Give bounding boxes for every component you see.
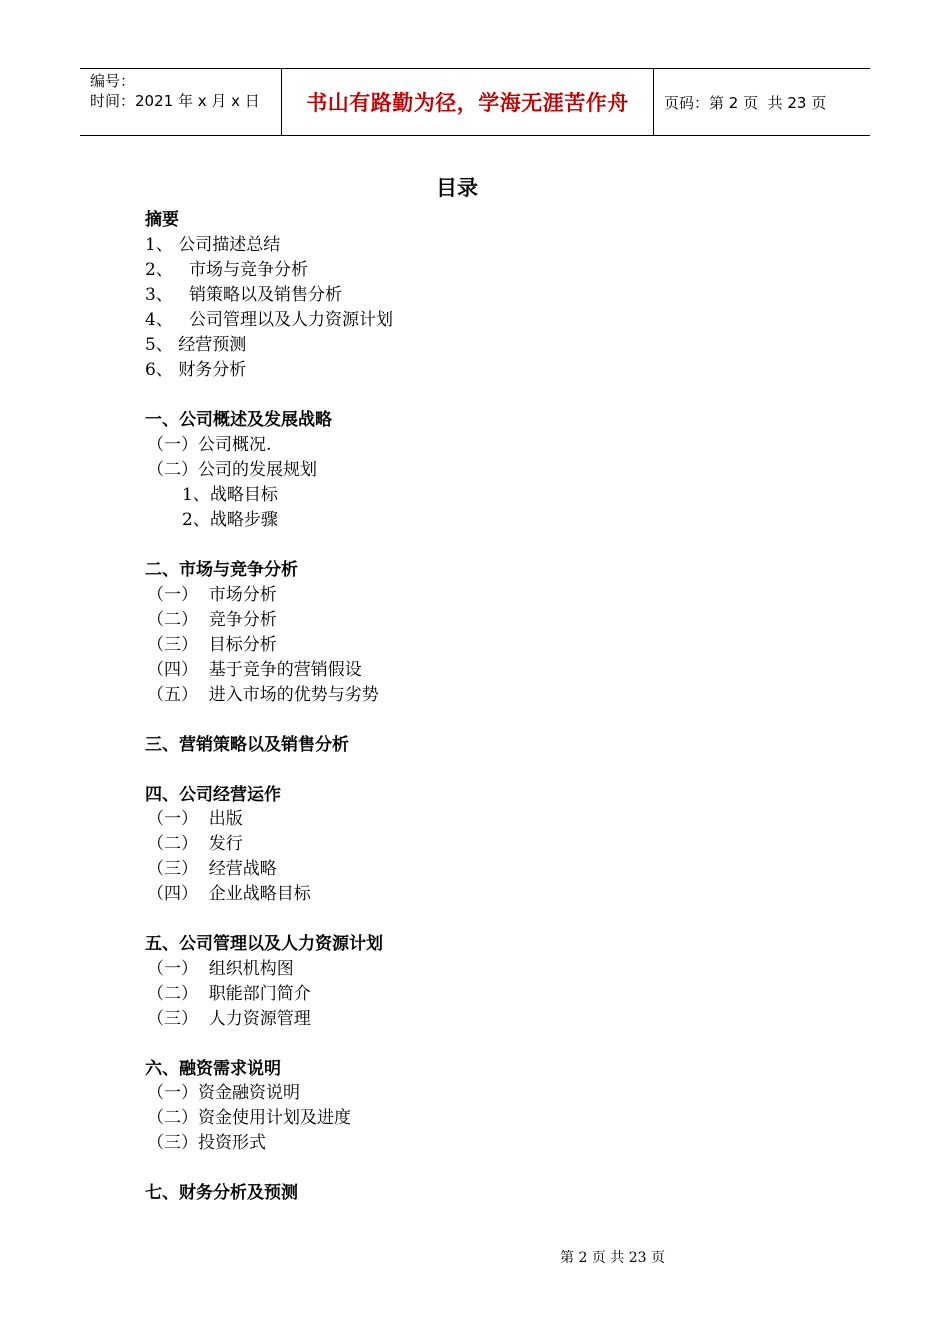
toc-item: 5、 经营预测 — [145, 335, 247, 355]
toc-item: （三） 经营战略 — [147, 859, 277, 879]
section-heading: 六、融资需求说明 — [145, 1059, 281, 1079]
toc-item: 1、 公司描述总结 — [145, 235, 281, 255]
number-label: 编号： — [90, 72, 136, 90]
toc-item: 2、 市场与竞争分析 — [145, 260, 309, 280]
toc-item: （五） 进入市场的优势与劣势 — [147, 685, 379, 705]
toc-item: （一）资金融资说明 — [147, 1083, 300, 1103]
toc-item: （一） 出版 — [147, 809, 243, 829]
toc-item: （二）资金使用计划及进度 — [147, 1108, 351, 1128]
toc-item: （四） 企业战略目标 — [147, 884, 311, 904]
toc-item: （一） 组织机构图 — [147, 959, 294, 979]
toc-item: （三） 目标分析 — [147, 635, 277, 655]
toc-item: （一） 市场分析 — [147, 585, 277, 605]
toc-item: （一）公司概况. — [147, 435, 272, 455]
toc-item: 4、 公司管理以及人力资源计划 — [145, 310, 394, 330]
toc-item: （二）公司的发展规划 — [147, 460, 317, 480]
toc-item: 3、 销策略以及销售分析 — [145, 285, 343, 305]
toc-item: （三）投资形式 — [147, 1133, 266, 1153]
section-heading: 五、公司管理以及人力资源计划 — [145, 934, 383, 954]
toc-item: 2、战略步骤 — [182, 510, 278, 530]
header-motto: 书山有路勤为径，学海无涯苦作舟 — [282, 69, 654, 135]
section-heading: 七、财务分析及预测 — [145, 1183, 298, 1203]
toc-title: 目录 — [436, 176, 478, 200]
toc-item: 6、 财务分析 — [145, 360, 247, 380]
page-footer: 第 2 页 共 23 页 — [560, 1250, 665, 1266]
section-heading: 二、市场与竞争分析 — [145, 560, 298, 580]
time-label: 时间：2021 年 x 月 x 日 — [90, 92, 260, 110]
toc-item: （三） 人力资源管理 — [147, 1009, 311, 1029]
section-heading: 三、营销策略以及销售分析 — [145, 735, 349, 755]
toc-item: 1、战略目标 — [182, 485, 278, 505]
page-info: 页码：第 2 页 共 23 页 — [664, 93, 827, 112]
toc-item: （二） 职能部门简介 — [147, 984, 311, 1004]
section-heading: 四、公司经营运作 — [145, 785, 281, 805]
summary-heading: 摘要 — [145, 210, 179, 230]
toc-item: （二） 竞争分析 — [147, 610, 277, 630]
section-heading: 一、公司概述及发展战略 — [145, 410, 332, 430]
toc-item: （二） 发行 — [147, 834, 243, 854]
toc-item: （四） 基于竞争的营销假设 — [147, 660, 362, 680]
